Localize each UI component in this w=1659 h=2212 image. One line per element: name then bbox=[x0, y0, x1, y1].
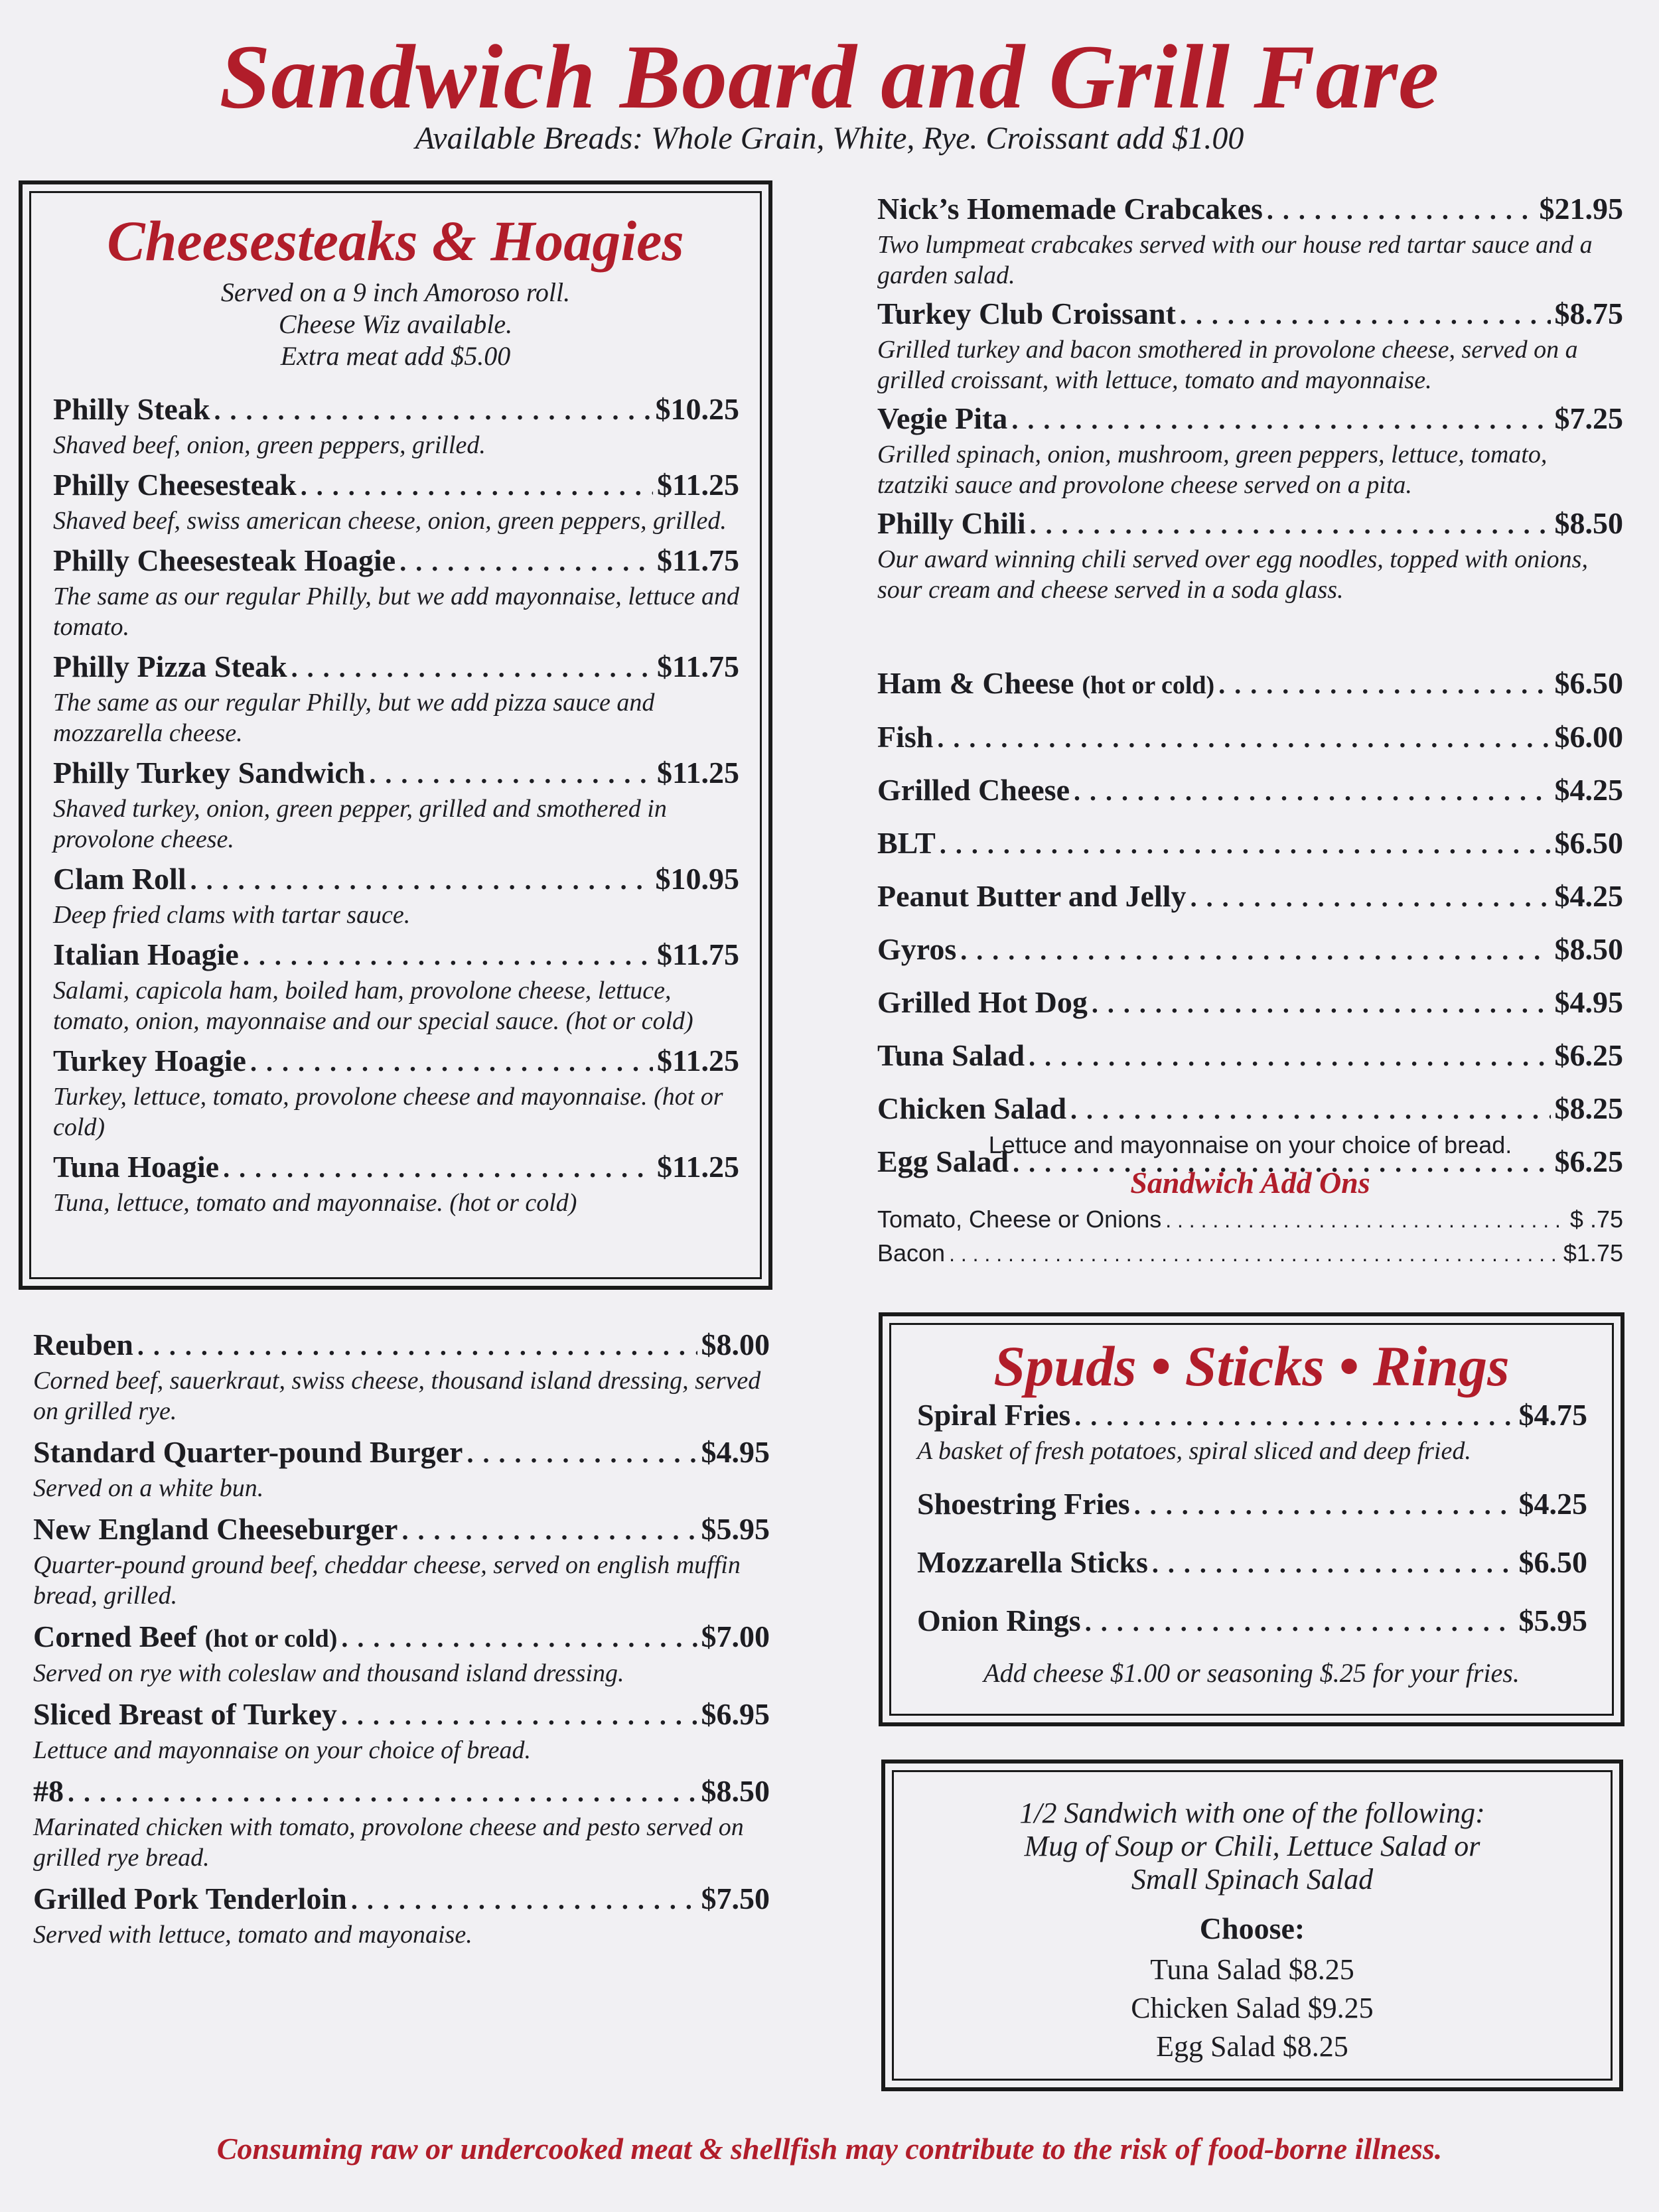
menu-item-price: $11.25 bbox=[657, 468, 739, 502]
combo-choose: Choose: bbox=[1199, 1911, 1305, 1945]
menu-item-price: $7.00 bbox=[701, 1620, 770, 1653]
menu-item-header bbox=[877, 927, 1623, 973]
menu-item-price: $11.75 bbox=[657, 543, 739, 577]
menu-item bbox=[917, 1602, 1587, 1641]
menu-item-name: Egg Salad bbox=[877, 1144, 1009, 1178]
menu-item-header bbox=[877, 768, 1623, 814]
menu-item-description: Turkey, lettuce, tomato, provolone cheese and mayonnaise. (hot or cold) bbox=[53, 1083, 723, 1141]
dot-leader bbox=[250, 1042, 653, 1081]
menu-item bbox=[53, 1042, 739, 1142]
menu-item-description: Corned beef, sauerkraut, swiss cheese, thousand island dressing, served on grilled rye. bbox=[33, 1367, 761, 1425]
menu-item-description: A basket of fresh potatoes, spiral sliced and deep fried. bbox=[917, 1437, 1471, 1465]
menu-item-header bbox=[877, 504, 1623, 544]
menu-item-description: Shaved beef, swiss american cheese, onion, green peppers, grilled. bbox=[53, 507, 727, 535]
combo-options bbox=[885, 1951, 1619, 2066]
menu-item-price: $6.50 bbox=[1554, 666, 1623, 700]
menu-item-price: $6.25 bbox=[1554, 1144, 1623, 1178]
dot-leader bbox=[341, 1695, 697, 1735]
menu-item-description: Two lumpmeat crabcakes served with our house red tartar sauce and a garden salad. bbox=[877, 231, 1593, 289]
menu-item-description: Grilled turkey and bacon smothered in provolone cheese, served on a grilled croissant, with lettuce, tomato and mayonnaise. bbox=[877, 336, 1578, 394]
menu-item-header bbox=[917, 1485, 1587, 1525]
dot-leader bbox=[1074, 768, 1551, 814]
addon-name: Tomato, Cheese or Onions bbox=[877, 1205, 1162, 1233]
menu-item-price: $11.25 bbox=[657, 756, 739, 790]
menu-item-header bbox=[53, 1148, 739, 1188]
menu-item-description: Served on a white bun. bbox=[33, 1474, 264, 1502]
menu-item bbox=[877, 821, 1623, 867]
menu-item-name: Corned Beef bbox=[33, 1620, 197, 1653]
combo-line: 1/2 Sandwich with one of the following: bbox=[1019, 1797, 1485, 1829]
menu-item-header bbox=[53, 466, 739, 506]
menu-item-price: $5.95 bbox=[1518, 1604, 1587, 1637]
menu-item bbox=[877, 399, 1623, 500]
addons-title: Sandwich Add Ons bbox=[1130, 1166, 1370, 1200]
dot-leader bbox=[401, 1510, 697, 1550]
dot-leader bbox=[223, 1148, 653, 1188]
menu-item-price: $8.75 bbox=[1554, 297, 1623, 330]
menu-item-name: Philly Cheesesteak Hoagie bbox=[53, 543, 396, 577]
menu-item bbox=[33, 1880, 770, 1950]
menu-title: Sandwich Board and Grill Fare bbox=[219, 26, 1440, 127]
menu-item-name: Philly Turkey Sandwich bbox=[53, 756, 366, 790]
menu-item-name: Mozzarella Sticks bbox=[917, 1545, 1148, 1579]
combo-option: Tuna Salad $8.25 bbox=[1150, 1953, 1354, 1986]
subtitle-line: Cheese Wiz available. bbox=[278, 309, 513, 339]
menu-item bbox=[877, 190, 1623, 291]
menu-item-price: $8.50 bbox=[1554, 506, 1623, 540]
menu-item-price: $4.25 bbox=[1518, 1487, 1587, 1521]
menu-item-description: Tuna, lettuce, tomato and mayonnaise. (hot or cold) bbox=[53, 1189, 577, 1217]
food-safety-disclaimer: Consuming raw or undercooked meat & shellfish may contribute to the risk of food-borne illness. bbox=[216, 2132, 1443, 2166]
menu-item-name: Philly Steak bbox=[53, 392, 210, 426]
dot-leader bbox=[1029, 1033, 1550, 1079]
menu-item-price: $8.50 bbox=[1554, 932, 1623, 966]
menu-item-header bbox=[33, 1433, 770, 1473]
menu-item-name: #8 bbox=[33, 1774, 64, 1808]
menu-item bbox=[877, 768, 1623, 814]
combo-option: Chicken Salad $9.25 bbox=[1131, 1992, 1374, 2024]
cheesesteaks-subtitle bbox=[49, 277, 742, 372]
dot-leader bbox=[1180, 295, 1551, 334]
menu-item bbox=[917, 1396, 1587, 1466]
menu-item-price: $10.25 bbox=[655, 392, 739, 426]
menu-item-header bbox=[917, 1602, 1587, 1641]
spuds-list bbox=[917, 1396, 1587, 1660]
menu-item-name: Philly Cheesesteak bbox=[53, 468, 297, 502]
menu-item-price: $6.00 bbox=[1554, 720, 1623, 754]
addon-item bbox=[877, 1203, 1623, 1237]
menu-item-description: Our award winning chili served over egg noodles, topped with onions, sour cream and cheese served in a soda glass. bbox=[877, 545, 1588, 604]
menu-item-header bbox=[53, 541, 739, 581]
dot-leader bbox=[369, 754, 653, 794]
dot-leader bbox=[301, 466, 653, 506]
combo-description bbox=[885, 1797, 1619, 1896]
menu-item-name: Chicken Salad bbox=[877, 1091, 1067, 1125]
menu-item bbox=[33, 1695, 770, 1765]
menu-item bbox=[877, 295, 1623, 395]
cheesesteaks-box bbox=[19, 180, 772, 1290]
menu-item bbox=[33, 1618, 770, 1689]
menu-item-name: Turkey Hoagie bbox=[53, 1044, 246, 1077]
menu-item-header bbox=[53, 935, 739, 975]
combo-line: Small Spinach Salad bbox=[1131, 1863, 1374, 1896]
menu-item-description: The same as our regular Philly, but we add pizza sauce and mozzarella cheese. bbox=[53, 689, 655, 747]
dot-leader bbox=[949, 1237, 1559, 1271]
menu-item-header bbox=[33, 1880, 770, 1919]
menu-item-price: $8.25 bbox=[1554, 1091, 1623, 1125]
menu-item-price: $6.95 bbox=[701, 1697, 770, 1731]
menu-item-header bbox=[877, 661, 1623, 708]
menu-item-description: Served with lettuce, tomato and mayonaise. bbox=[33, 1921, 472, 1949]
menu-item-header bbox=[877, 715, 1623, 761]
menu-item-name: Standard Quarter-pound Burger bbox=[33, 1435, 463, 1469]
menu-item-name: Onion Rings bbox=[917, 1604, 1081, 1637]
menu-item bbox=[877, 715, 1623, 761]
menu-item-price: $10.95 bbox=[655, 862, 739, 896]
grill-list bbox=[33, 1326, 770, 1957]
menu-item-name: Shoestring Fries bbox=[917, 1487, 1130, 1521]
menu-item-price: $4.25 bbox=[1554, 879, 1623, 913]
available-breads: Available Breads: Whole Grain, White, Rye. Croissant add $1.00 bbox=[415, 121, 1244, 156]
dot-leader bbox=[1190, 874, 1551, 920]
spuds-note: Add cheese $1.00 or seasoning $.25 for your fries. bbox=[983, 1658, 1520, 1688]
cheesesteaks-list bbox=[53, 390, 739, 1223]
menu-item-name: Tuna Hoagie bbox=[53, 1150, 220, 1184]
menu-item-description: Shaved turkey, onion, green pepper, grilled and smothered in provolone cheese. bbox=[53, 795, 667, 853]
menu-item-price: $7.50 bbox=[701, 1882, 770, 1915]
menu-item-header bbox=[877, 821, 1623, 867]
menu-item bbox=[917, 1485, 1587, 1525]
menu-item-name: Italian Hoagie bbox=[53, 937, 239, 971]
dot-leader bbox=[940, 821, 1551, 867]
menu-item-name: Ham & Cheese bbox=[877, 666, 1074, 700]
menu-item bbox=[877, 980, 1623, 1026]
menu-item-description: Served on rye with coleslaw and thousand island dressing. bbox=[33, 1659, 624, 1687]
menu-item-price: $4.75 bbox=[1518, 1398, 1587, 1432]
menu-item bbox=[877, 927, 1623, 973]
dot-leader bbox=[937, 715, 1550, 761]
menu-item-header bbox=[33, 1618, 770, 1658]
menu-item-description: Grilled spinach, onion, mushroom, green peppers, lettuce, tomato, tzatziki sauce and provolone cheese served on a pita. bbox=[877, 441, 1548, 499]
simple-note: Lettuce and mayonnaise on your choice of bread. bbox=[988, 1131, 1512, 1158]
dot-leader bbox=[1070, 1086, 1550, 1133]
menu-item bbox=[53, 935, 739, 1036]
menu-item bbox=[53, 541, 739, 642]
menu-item bbox=[53, 754, 739, 855]
menu-item bbox=[53, 648, 739, 748]
dot-leader bbox=[1267, 190, 1536, 230]
spuds-box bbox=[879, 1312, 1624, 1726]
menu-item bbox=[877, 661, 1623, 708]
menu-item-price: $8.00 bbox=[701, 1328, 770, 1361]
addon-price: $ .75 bbox=[1569, 1205, 1623, 1233]
menu-item bbox=[53, 466, 739, 536]
addon-price: $1.75 bbox=[1563, 1239, 1623, 1267]
menu-item-name: Peanut Butter and Jelly bbox=[877, 879, 1187, 913]
subtitle-line: Extra meat add $5.00 bbox=[280, 340, 511, 371]
cheesesteaks-title: Cheesesteaks & Hoagies bbox=[107, 209, 684, 273]
menu-item-price: $11.25 bbox=[657, 1150, 739, 1184]
menu-item-description: Quarter-pound ground beef, cheddar cheese, served on english muffin bread, grilled. bbox=[33, 1551, 741, 1610]
dot-leader bbox=[399, 541, 653, 581]
dot-leader bbox=[1218, 661, 1550, 707]
spuds-title: Spuds • Sticks • Rings bbox=[993, 1334, 1510, 1398]
menu-item-name: Grilled Hot Dog bbox=[877, 985, 1088, 1019]
menu-item-description: Salami, capicola ham, boiled ham, provolone cheese, lettuce, tomato, onion, mayonnaise and our special sauce. (hot or cold) bbox=[53, 977, 693, 1035]
dot-leader bbox=[243, 935, 653, 975]
menu-item-name: Grilled Cheese bbox=[877, 773, 1070, 807]
dot-leader bbox=[291, 648, 653, 687]
menu-item-name: Clam Roll bbox=[53, 862, 186, 896]
dot-leader bbox=[1030, 504, 1551, 544]
menu-item-header bbox=[877, 295, 1623, 334]
menu-item bbox=[877, 1033, 1623, 1079]
menu-item-header bbox=[877, 1033, 1623, 1079]
menu-item-price: $6.50 bbox=[1554, 826, 1623, 860]
menu-item-header bbox=[877, 980, 1623, 1026]
subtitle-line: Served on a 9 inch Amoroso roll. bbox=[220, 277, 571, 307]
menu-item-name: Sliced Breast of Turkey bbox=[33, 1697, 337, 1731]
menu-item-header bbox=[917, 1396, 1587, 1436]
menu-item-description: Lettuce and mayonnaise on your choice of bread. bbox=[33, 1736, 531, 1764]
menu-item-header bbox=[917, 1543, 1587, 1583]
dot-leader bbox=[467, 1433, 697, 1473]
dot-leader bbox=[214, 390, 651, 430]
menu-item bbox=[33, 1433, 770, 1503]
menu-item bbox=[917, 1543, 1587, 1583]
menu-item-price: $6.25 bbox=[1554, 1038, 1623, 1072]
menu-item-name: Philly Pizza Steak bbox=[53, 650, 287, 683]
menu-item-name: New England Cheeseburger bbox=[33, 1512, 398, 1546]
dot-leader bbox=[1011, 399, 1550, 439]
combo-box bbox=[881, 1760, 1623, 2091]
menu-item-name: BLT bbox=[877, 826, 936, 860]
menu-item-name: Tuna Salad bbox=[877, 1038, 1025, 1072]
menu-item-note: (hot or cold) bbox=[1082, 671, 1215, 699]
menu-item-header bbox=[53, 1042, 739, 1081]
menu-item-description: Marinated chicken with tomato, provolone cheese and pesto served on grilled rye bread. bbox=[33, 1813, 744, 1872]
menu-item-header bbox=[877, 399, 1623, 439]
menu-item-header bbox=[53, 648, 739, 687]
menu-item-price: $7.25 bbox=[1554, 401, 1623, 435]
combo-option: Egg Salad $8.25 bbox=[1156, 2030, 1348, 2063]
menu-item-price: $6.50 bbox=[1518, 1545, 1587, 1579]
addon-item bbox=[877, 1237, 1623, 1271]
menu-item-description: The same as our regular Philly, but we add mayonnaise, lettuce and tomato. bbox=[53, 583, 739, 641]
dot-leader bbox=[137, 1326, 697, 1365]
menu-item-name: Gyros bbox=[877, 932, 957, 966]
dot-leader bbox=[190, 860, 652, 900]
menu-item-price: $11.25 bbox=[657, 1044, 739, 1077]
menu-item-price: $11.75 bbox=[657, 650, 739, 683]
menu-item-header bbox=[877, 1086, 1623, 1133]
dot-leader bbox=[1074, 1396, 1514, 1436]
menu-item bbox=[877, 504, 1623, 605]
dot-leader bbox=[1165, 1203, 1566, 1237]
menu-item bbox=[53, 1148, 739, 1218]
menu-item-price: $11.75 bbox=[657, 937, 739, 971]
menu-item bbox=[877, 874, 1623, 920]
menu-item-name: Nick’s Homemade Crabcakes bbox=[877, 192, 1263, 226]
menu-item-name: Spiral Fries bbox=[917, 1398, 1071, 1432]
menu-item-price: $21.95 bbox=[1539, 192, 1623, 226]
menu-item-header bbox=[53, 860, 739, 900]
dot-leader bbox=[1092, 980, 1551, 1026]
menu-item-name: Reuben bbox=[33, 1328, 133, 1361]
addons-section bbox=[877, 1129, 1623, 1271]
menu-item-header bbox=[33, 1326, 770, 1365]
dot-leader bbox=[68, 1772, 697, 1812]
dot-leader bbox=[960, 927, 1550, 973]
menu-item-header bbox=[877, 190, 1623, 230]
dot-leader bbox=[1085, 1602, 1515, 1641]
menu-item-name: Grilled Pork Tenderloin bbox=[33, 1882, 347, 1915]
menu-item-note: (hot or cold) bbox=[204, 1625, 338, 1653]
menu-item-name: Fish bbox=[877, 720, 934, 754]
dot-leader bbox=[341, 1618, 697, 1657]
menu-item-header bbox=[53, 390, 739, 430]
menu-item bbox=[33, 1772, 770, 1873]
dot-leader bbox=[1134, 1485, 1515, 1525]
menu-item-price: $8.50 bbox=[701, 1774, 770, 1808]
simple-list bbox=[877, 661, 1623, 1192]
menu-item bbox=[877, 1086, 1623, 1133]
menu-item-header bbox=[33, 1510, 770, 1550]
addons-list bbox=[877, 1203, 1623, 1271]
menu-item-header bbox=[53, 754, 739, 794]
menu-item-description: Deep fried clams with tartar sauce. bbox=[53, 901, 411, 929]
menu-item bbox=[33, 1326, 770, 1426]
menu-item-price: $4.95 bbox=[701, 1435, 770, 1469]
menu-item-header bbox=[33, 1695, 770, 1735]
menu-item-name: Philly Chili bbox=[877, 506, 1026, 540]
combo-line: Mug of Soup or Chili, Lettuce Salad or bbox=[1024, 1830, 1480, 1862]
menu-item-name: Vegie Pita bbox=[877, 401, 1008, 435]
menu-item-header bbox=[33, 1772, 770, 1812]
menu-item-name: Turkey Club Croissant bbox=[877, 297, 1176, 330]
menu-item-price: $4.25 bbox=[1554, 773, 1623, 807]
addon-name: Bacon bbox=[877, 1239, 946, 1267]
menu-item bbox=[53, 860, 739, 930]
featured-list bbox=[877, 190, 1623, 609]
menu-item-price: $4.95 bbox=[1554, 985, 1623, 1019]
menu-item-price: $5.95 bbox=[701, 1512, 770, 1546]
menu-item bbox=[53, 390, 739, 460]
dot-leader bbox=[351, 1880, 697, 1919]
dot-leader bbox=[1152, 1543, 1515, 1583]
menu-item-header bbox=[877, 874, 1623, 920]
menu-item-description: Shaved beef, onion, green peppers, grilled. bbox=[53, 431, 486, 459]
menu-item bbox=[33, 1510, 770, 1611]
